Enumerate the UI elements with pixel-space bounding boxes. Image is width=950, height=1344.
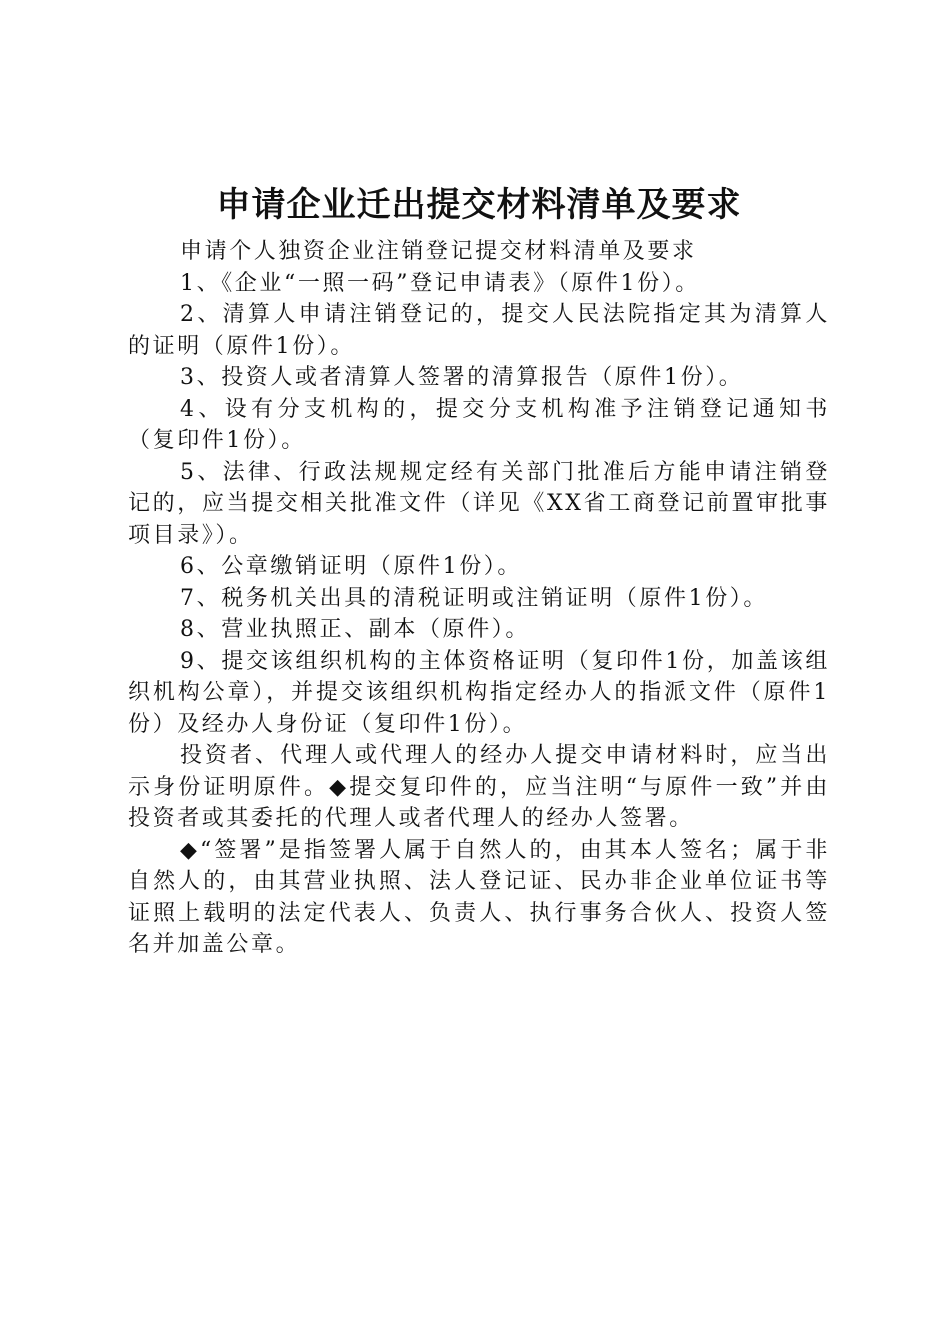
document-title: 申请企业迁出提交材料清单及要求 — [216, 185, 742, 225]
item-2-paragraph: 2、清算人申请注销登记的，提交人民法院指定其为清算人的证明（原件1份）。 — [128, 302, 830, 359]
item-5-paragraph: 5、法律、行政法规规定经有关部门批准后方能申请注销登记的，应当提交相关批准文件（详见《XX省工商登记前置审批事项目录》）。 — [128, 459, 830, 548]
item-8-paragraph: 8、营业执照正、副本（原件）。 — [180, 617, 530, 642]
document-page — [128, 180, 830, 961]
item-4-paragraph: 4、设有分支机构的，提交分支机构准予注销登记通知书（复印件1份）。 — [128, 396, 830, 453]
item-7-paragraph: 7、税务机关出具的清税证明或注销证明（原件1份）。 — [180, 585, 768, 611]
item-1-paragraph: 1、《企业“一照一码”登记申请表》（原件1份）。 — [180, 270, 700, 296]
item-9-paragraph: 9、提交该组织机构的主体资格证明（复印件1份，加盖该组织机构公章），并提交该组织机构指定经办人的指派文件（原件1份）及经办人身份证（复印件1份）。 — [128, 648, 830, 737]
item-3-paragraph: 3、投资人或者清算人签署的清算报告（原件1份）。 — [180, 365, 744, 390]
note-identity-paragraph: 投资者、代理人或代理人的经办人提交申请材料时，应当出示身份证明原件。◆提交复印件的，应当注明“与原件一致”并由投资者或其委托的代理人或者代理人的经办人签署。 — [128, 743, 830, 831]
item-6-paragraph: 6、公章缴销证明（原件1份）。 — [180, 554, 522, 579]
note-signature-paragraph: ◆“签署”是指签署人属于自然人的，由其本人签名；属于非自然人的，由其营业执照、法人登记证、民办非企业单位证书等证照上载明的法定代表人、负责人、执行事务合伙人、投资人签名并加盖公章。 — [128, 837, 830, 957]
subtitle-paragraph: 申请个人独资企业注销登记提交材料清单及要求 — [180, 239, 697, 264]
